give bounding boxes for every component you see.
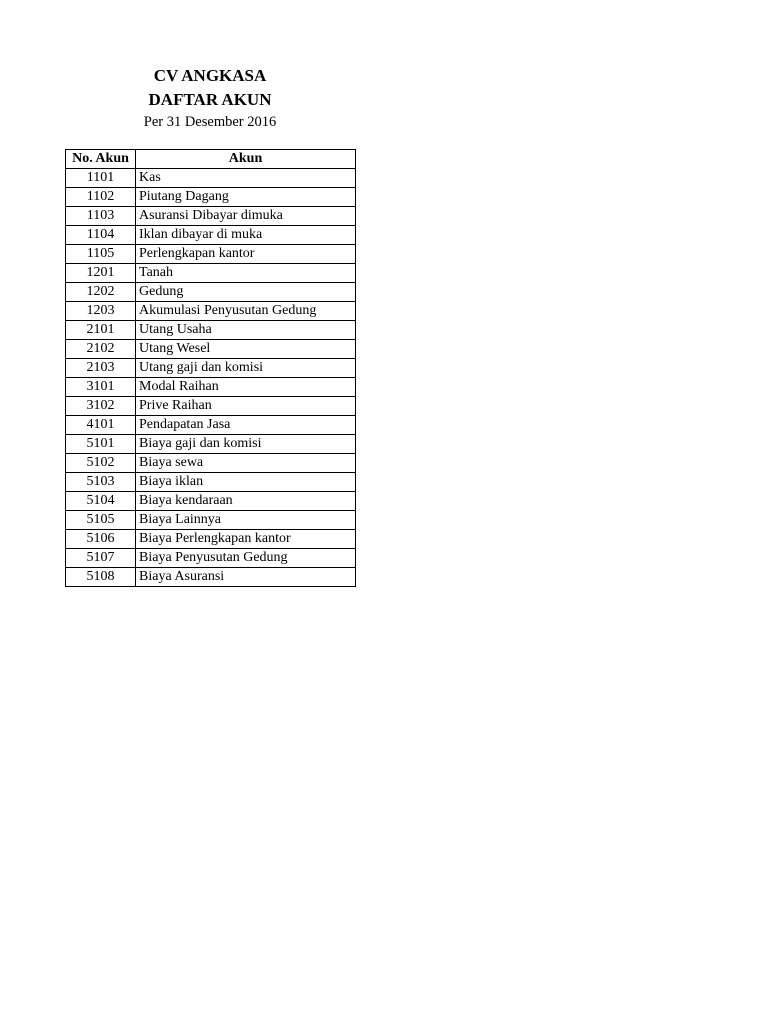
account-name-cell: Biaya Penyusutan Gedung xyxy=(136,549,356,568)
account-name-cell: Modal Raihan xyxy=(136,378,356,397)
account-name-cell: Biaya gaji dan komisi xyxy=(136,435,356,454)
table-row xyxy=(66,302,356,321)
table-row xyxy=(66,473,356,492)
account-number-cell: 2102 xyxy=(66,340,136,359)
account-number-cell: 3102 xyxy=(66,397,136,416)
account-name-cell: Perlengkapan kantor xyxy=(136,245,356,264)
account-number-cell: 1103 xyxy=(66,207,136,226)
table-body xyxy=(66,169,356,587)
table-row xyxy=(66,492,356,511)
account-name-cell: Biaya Asuransi xyxy=(136,568,356,587)
document-title: DAFTAR AKUN xyxy=(148,90,272,109)
account-number-cell: 5102 xyxy=(66,454,136,473)
account-number-cell: 5106 xyxy=(66,530,136,549)
account-name-cell: Utang Usaha xyxy=(136,321,356,340)
account-name-cell: Biaya Lainnya xyxy=(136,511,356,530)
table-row xyxy=(66,378,356,397)
account-name-cell: Utang Wesel xyxy=(136,340,356,359)
account-name-cell: Akumulasi Penyusutan Gedung xyxy=(136,302,356,321)
account-name-cell: Biaya kendaraan xyxy=(136,492,356,511)
table-row xyxy=(66,530,356,549)
table-row xyxy=(66,264,356,283)
account-number-cell: 1203 xyxy=(66,302,136,321)
company-name: CV ANGKASA xyxy=(153,66,267,85)
account-number-cell: 5108 xyxy=(66,568,136,587)
account-name-cell: Asuransi Dibayar dimuka xyxy=(136,207,356,226)
table-row xyxy=(66,435,356,454)
account-number-cell: 1105 xyxy=(66,245,136,264)
table-row xyxy=(66,454,356,473)
table-header-row xyxy=(66,150,356,169)
account-name-cell: Kas xyxy=(136,169,356,188)
table-row xyxy=(66,188,356,207)
account-name-cell: Biaya sewa xyxy=(136,454,356,473)
table-row xyxy=(66,340,356,359)
column-header-account-number: No. Akun xyxy=(66,150,136,169)
account-name-cell: Piutang Dagang xyxy=(136,188,356,207)
account-name-cell: Prive Raihan xyxy=(136,397,356,416)
account-number-cell: 5107 xyxy=(66,549,136,568)
table-row xyxy=(66,568,356,587)
table-row xyxy=(66,321,356,340)
account-number-cell: 1201 xyxy=(66,264,136,283)
table-row xyxy=(66,283,356,302)
document-header xyxy=(60,64,360,132)
table-row xyxy=(66,226,356,245)
account-name-cell: Tanah xyxy=(136,264,356,283)
table-row xyxy=(66,397,356,416)
accounts-table xyxy=(65,149,356,587)
account-name-cell: Utang gaji dan komisi xyxy=(136,359,356,378)
account-number-cell: 3101 xyxy=(66,378,136,397)
account-name-cell: Biaya iklan xyxy=(136,473,356,492)
table-row xyxy=(66,245,356,264)
table-row xyxy=(66,359,356,378)
account-number-cell: 4101 xyxy=(66,416,136,435)
column-header-account-name: Akun xyxy=(136,150,356,169)
account-number-cell: 1101 xyxy=(66,169,136,188)
account-name-cell: Gedung xyxy=(136,283,356,302)
account-number-cell: 1104 xyxy=(66,226,136,245)
account-name-cell: Pendapatan Jasa xyxy=(136,416,356,435)
account-number-cell: 2103 xyxy=(66,359,136,378)
account-number-cell: 1102 xyxy=(66,188,136,207)
table-row xyxy=(66,207,356,226)
account-number-cell: 5101 xyxy=(66,435,136,454)
account-number-cell: 5104 xyxy=(66,492,136,511)
table-row xyxy=(66,416,356,435)
table-row xyxy=(66,511,356,530)
table-row xyxy=(66,549,356,568)
account-number-cell: 5103 xyxy=(66,473,136,492)
account-name-cell: Biaya Perlengkapan kantor xyxy=(136,530,356,549)
account-number-cell: 2101 xyxy=(66,321,136,340)
account-number-cell: 1202 xyxy=(66,283,136,302)
document-date: Per 31 Desember 2016 xyxy=(143,114,277,130)
account-name-cell: Iklan dibayar di muka xyxy=(136,226,356,245)
table-row xyxy=(66,169,356,188)
account-number-cell: 5105 xyxy=(66,511,136,530)
